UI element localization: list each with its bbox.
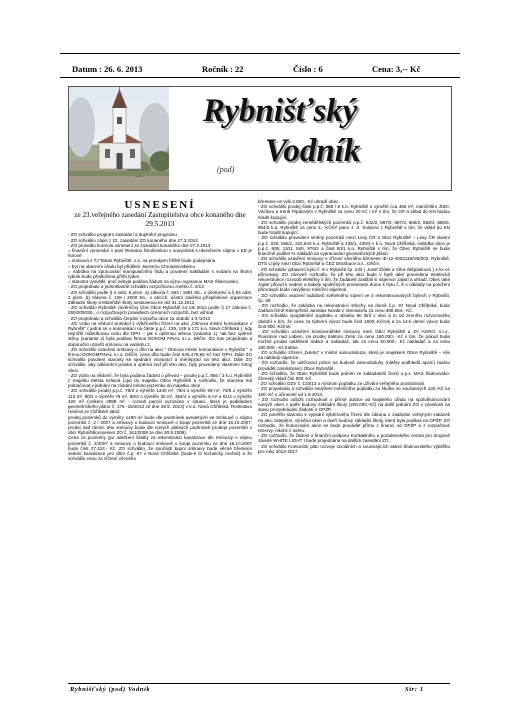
church-illustration xyxy=(69,87,169,190)
right-paragraph: - ZO schválilo uzavření komisionářské smlouvy mezi Obcí Rybniště a ZV AGRO, s.r.o., Rousínov nad Labem, na prodej traktoru Zetor za cenu 160.000,- Kč s tím, že pokud bude možné prodat odděleně traktor a nakladač, tak za cenu 60.000,- Kč nakladač a za cenu 100.000,- Kč traktor. xyxy=(258,329,450,350)
right-paragraph: - ZO schválilo uzavření smlouvy o zřízení věcného břemene IE-12-4003118/VB/002, Rybniště, DTS U pily mezi Obcí Rybniště a ČEZ Distribuce a.s., Děčín. xyxy=(258,256,450,267)
left-paragraph: - ZO schválilo prodej p.p.č. 79/3 o výměře 1340 m², 79/4 o výměře 99 m², 79/5 o výměře 113 m², 80/2 o výměře 78 m², 80/3 o výměře 30 m², 354/4 o výměře 8 m² a 81/3 o výměře 420 m² (celkem 2088 m² - rozsah parcel vyznačen v situaci, která je podkladem geometrického plánu č. 176 -16/2013 ze dne 28.5. 2013) v k.ú. Nová Chřibská, Rostislavu Havlovi ze Chřibské takto: xyxy=(68,388,252,415)
left-paragraph: prodej pozemků do výměry 1480 m² bude dle podmínek uvedených ve Smlouvě o nájmu pozemků č. 2 / 2007 a smlouvy o budoucí smlouvě o koupi pozemků ze dne 16.10.2007, prodej nad rámec této smlouvy bude dle nových platných podmínek prodeje pozemků v obci Rybniště(usnesení ZO č. 161/2008 ze dne 30.9.2008). xyxy=(68,414,252,436)
left-paragraph: - ZO schválilo Rybniště závěrečný účet Obce Rybniště za rok 2012 podle § 17 zákona č. 250/2000Sb., o rozpočtových pravidlech územních rozpočtů, bez výhrad xyxy=(68,305,252,316)
right-paragraph: - ZO rozhodlo, že žádost o finanční podporu Kontaktního a poradenského centra pro drogově závislé WHITE LIGHT I bude projednána na dalším zasedání ZO. xyxy=(258,433,450,444)
right-paragraph: - ZO rozhodlo odložit rozhodnutí o přímé dotace od krajského úřadu na spolufinancování nových oken v patře budovy základní školy (200.000,-Kč) na další jednání ZO v závislosti na stavu prozednávání žádostí o OPŽP. xyxy=(258,396,450,413)
masthead-title-line2: Vodník xyxy=(265,133,361,169)
masthead-title-line1: Rybnišťský xyxy=(203,93,358,129)
left-paragraph: - ZO projednalo a schválilo čerpání rozpočtu obce za období 1-3 /2013 xyxy=(68,315,211,321)
left-paragraph: - ZO vzalo na vědomí protokol z výběrového řízení na akci „Obnova místní komunikace v Rybništi" ( jedná se o komunikaci na částe p.p.č. 139, 149 a 171 k.ú. Nová Chřibská ), kdy nejnižší nabídkovou cenu dle DPH – jak s opěrnou stěnou (varianta 1), tak bez opěrné stěny (varianta 2) byla podána firmou DOKOM FINAL s.r.o. Děčín. ZO tuto projednalo a doporučilo uzavřít smlouvu na variantu 2. xyxy=(68,320,252,347)
left-paragraph: Cena za pozemky (po odečtení částky za rekonstrukci kanalizace dle Smlouvy o nájmu pozemků č. 2/2007 a smlouvy o budoucí smlouvě o koupi pozemku ze dne 16.10.2007 bude činit 27.424,- Kč. ZO schválilo, že součástí kupní smlouvy bude věcné břemeno vedení kanalizace pro dům č.p. 97 v Nové Chřibské (bude-li to technicky možné) a že schválilo cenu za zřízení věcného xyxy=(68,435,252,462)
left-paragraph: = nabídka na zpracování manipulačního řádu a povolení nakládání s vodami na školní rybník bude předložena příští týden xyxy=(68,268,252,280)
left-paragraph: = smlouva s TJ Tatran Rybniště, o.s. na pronájem hřiště bude podepsána xyxy=(68,258,216,264)
left-paragraph: - ZO schválilo program zasedání a doplnění programu xyxy=(68,232,177,238)
issue-year: Ročník : 22 xyxy=(202,64,244,74)
issue-price: Cena: 3,-- Kč xyxy=(372,64,421,74)
right-paragraph: - ZO schválilo, že Obec Rybniště bude jedním ze zakladatelů členů o.p.s. MAS Šluknovsko. Členský vklad činí 500,-Kč. xyxy=(258,370,450,381)
left-paragraph: - ZO schválilo uzavření smlouvy o dílo na akci " Obnova místní komunikace v Rybništi " s firmou DOKOMFINAL s.r.o. Děčín, cena díla bude činit 625.478,60 Kč bez DPH. Dále ZO schválilo povolení starosty ke sjednání víceprací a méněprací na této akci. Dále ZO schválilo, aby odklonění potoka a opěrná zeď při této akci, byly provedeny vlastními zdroji obce. xyxy=(68,346,252,373)
footer-title: Rybnišťský (pod) Vodník xyxy=(70,686,151,693)
right-paragraph: břemene ve výši 2.800,- Kč uhradí obec. xyxy=(258,199,340,204)
right-paragraph: - ZO schválilo provedení směny pozemků mezi Lesy ČR a Obcí Rybniště – Lesy ČR vlastní p.p.č. 226, 656/1, 222,943 k.ú. Rybniště a 436/1, 435/3 v k.ú. Nová Chřibská, nabídka obce je p.p.č. 939, 1101, 840, 976/2 a část 50/1 k.ú. Rybniště s tím, že Obec Rybniště se bude finančně podílet % nákladů na vypracování geometrických plánů. xyxy=(258,235,450,257)
right-paragraph: - ZO projednalo a schválilo navýšení měsíčního poplatku za školku ze současných 130,-Kč na 160,-Kč s účinností od 1.9.2013. xyxy=(258,386,450,397)
right-paragraph: - ZO schválilo prodej zemědělských pozemků p.p.č. 842/2, 887/2, 887/3, 856/2, 856/4, 856/5, 854/2 k.ú. Rybniště za cenu 4,- Kč/m² panu J. S. Solarovi z Rybniště s tím, že vklad do KN bude hradit kupující. xyxy=(258,219,450,236)
right-paragraph: - ZO schválilo Komunitní plán rozvoje sociálních a souvisejících aktivit Šluknovského výběžku pro roky 2013-2017. xyxy=(258,443,450,454)
right-paragraph: - ZO rozhodlo, že udržovací práce na budově samoobsluhy (nátěry podhledů apod.) budou provádět zaměstnanci Obce Rybniště. xyxy=(258,360,450,371)
left-paragraph: - ZO projednalo a jednohlasně schválilo rozpočtovou změnu č. 2/13 xyxy=(68,284,204,290)
right-paragraph: - ZO schválilo osazení radiátorů světelného topení ve 2 rekonstruovaných bytech v Rybništi, čp. 59 xyxy=(258,292,450,303)
footer-rule xyxy=(68,683,450,684)
left-paragraph: - ZO schválilo podle § 4 odst. 8 písm. a) zákona č. 563 / 1991 Sb., o účetnictví a § 84 odst. 2 písm. b) zákona č. 128 / 2000 Sb., o obcích, účetní závěrku příspěvkové organizace Základní školy a Mateřské školy sestavenou ke dni 31.12.2012 xyxy=(68,289,252,306)
masthead-pod: (pod) xyxy=(217,165,235,174)
resolution-title: USNESENÍ xyxy=(124,199,196,211)
right-column xyxy=(258,199,450,679)
left-paragraph: - ZO schválilo zápis z 22. zasedání ZO konaného dne 27.3.2013 xyxy=(68,237,198,243)
left-paragraph: - ZO vzalo na vědomí, že byla podána žádost o převod – prodej p.p.č. 856 / 3 k.ú. Rybniště z majetku Města Krásná Lípa do majetku Obce Rybniště a rozhodlo, že starosta má pokračovat v jednání na získání tohoto pozemku do majetku obce xyxy=(68,372,252,389)
right-paragraph: - ZO schválilo vybavení bytu č. 8 v Rybništi čp. 233 ( Josef Žídek a Věra Štěpánková ) 4 ks el. přímotopy. ZO zároveň rozhodlo, že při této akci bude v bytě také provedena elektrická rekonstrukce rozvodů elektřiny s tím, že žadatelé zaslíbili si nájemce zajistí a uhradí. Obec také zajistí přívod k vedení a kabely společných prostorami domu k bytu č. 8 s náklady na položení přímotopů bude navýšeno měsíční nájemné. xyxy=(258,266,450,293)
right-paragraph: - ZO schválilo prodej části p.p.č. 359 / 6 k.ú. Rybniště o výměře cca 465 m², manželům JUDr. Václavu a Ireně Pipalovým z Rybniště za cenu 20 Kč / m² s tím, že GP a vklad do KN budou hradit kupující. xyxy=(258,204,450,220)
right-paragraph: - ZO schválilo zřízení „butetu" v místní samoobsluze, která je majetkem Obce Rybniště – vše na náklady nájemce. xyxy=(258,349,450,361)
right-paragraph: - ZO pověřilo starostu k vypsání výběrového řízení dle zákona o zadávání veřejných zakázek na akci zateplení, výměna oken a dveří budovy základní školy, která byla podána na OPŽP. ZO rozhodlo, že financování akce se bude provádět přímo z financí od OPŽP a z rozpočtové rezervy, nikoliv z úvěru. xyxy=(258,412,450,433)
header-top-rule xyxy=(60,53,460,54)
footer-page: Str: 1 xyxy=(405,686,424,693)
left-column xyxy=(68,199,252,679)
left-paragraph: = finanční vyrovnání s paní Renatou Štrubinskou v souvislosti s ukončením nájmu v KD je hotové xyxy=(68,248,252,259)
issue-date: Datum : 26. 6. 2013 xyxy=(72,64,143,74)
right-paragraph: - ZO schválilo zpoplatnění poplatku o obsahu 80 litrů v obci a to od zimního rozvozového období s tím, že cena za týdenní vývoz bude činit 1600,-Kč/rok a za 14-ti denní vývoz bude činit 900,-Kč/rok xyxy=(258,313,450,329)
masthead-banner xyxy=(68,86,452,191)
left-paragraph: = starosta vysvětlil, proč nebyla podána žádost na výzvu vypsanou MAS Šluknovsko xyxy=(68,279,238,285)
left-paragraph: = byt na obecním úřadu byl přidělen Jaromíru Chroustovskému xyxy=(68,263,195,269)
right-paragraph: - ZO rozhodlo, že zakázka na rekonstrukci střechy na domě č.p. 97 Nová Chřibská, bude zadána firmě Klempířství Jaroslav Novák z Varnsdorfu za cenu 308.564,- Kč. xyxy=(258,303,450,314)
left-paragraph: - ZO provedlo kontrolu usnesení ze zasedání konaného dne 27.3.2013 xyxy=(68,242,211,248)
resolution-subtitle: ze 23.veřejného zasedání Zastupitelstva obce konaného dne 29.5.2013 xyxy=(74,211,246,228)
header-bottom-rule xyxy=(60,77,460,78)
church-photo xyxy=(69,87,169,190)
issue-number: Číslo : 6 xyxy=(293,64,323,74)
right-paragraph: - ZO schválilo OZV č. 1/2013 o místním poplatku ze užívání veřejného prostranství. xyxy=(258,381,426,387)
